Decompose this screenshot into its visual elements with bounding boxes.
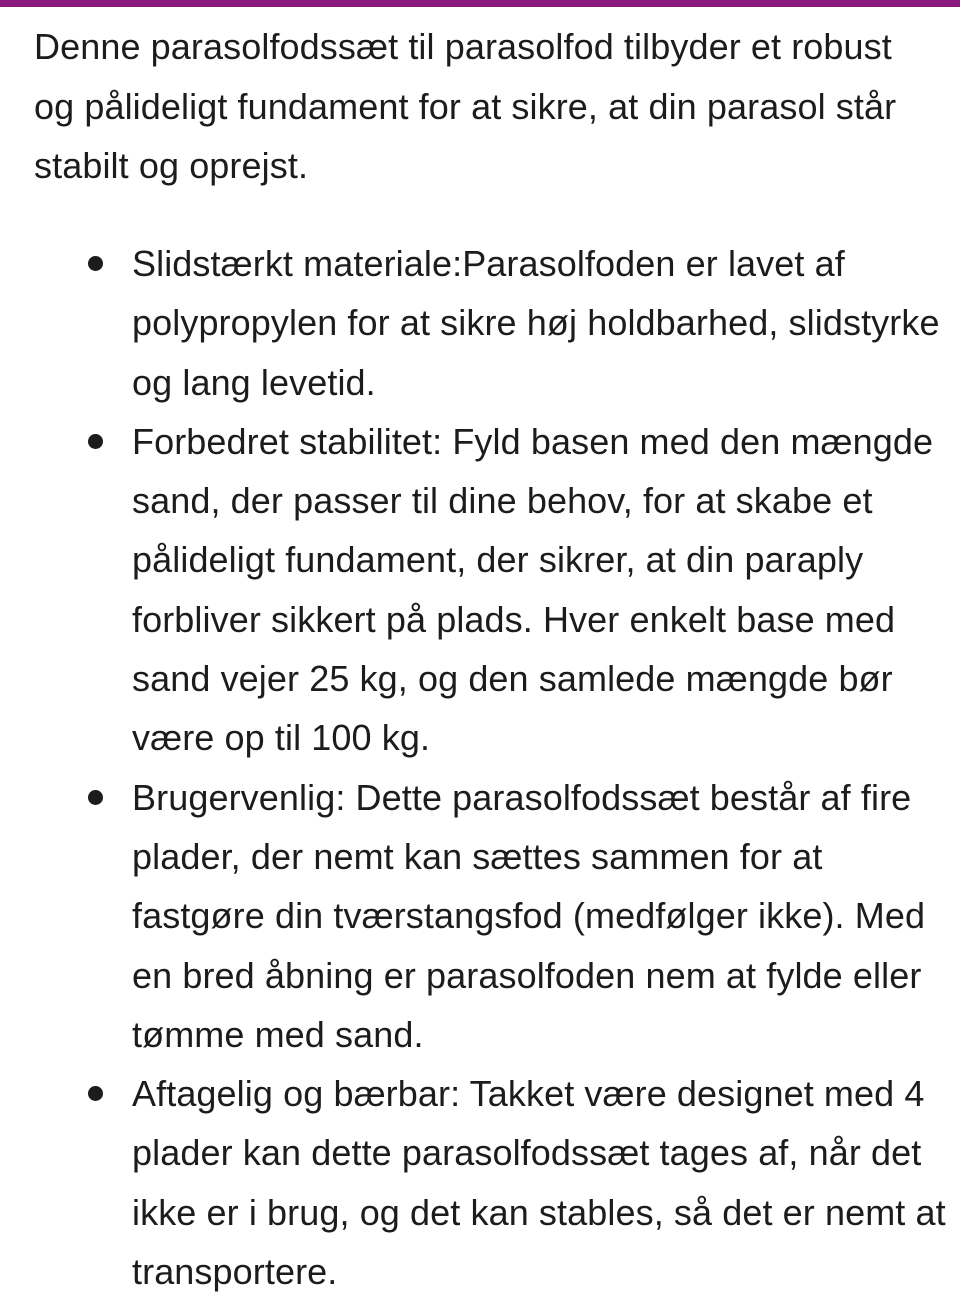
bullet-icon (88, 434, 103, 449)
feature-text: Forbedret stabilitet: Fyld basen med den mængde sand, der passer til dine behov, for at skabe et pålideligt fundament, der sikrer, at din paraply forbliver sikkert på plads. Hver enkelt base med sand vejer 25 kg, og den samlede mængde bør være op til 100 kg. (132, 420, 934, 759)
feature-text: Slidstærkt materiale:Parasolfoden er lavet af polypropylen for at sikre høj holdbarhed, slidstyrke og lang levetid. (132, 243, 940, 403)
feature-item-durable-material (0, 234, 947, 412)
accent-top-bar (0, 0, 960, 7)
intro-paragraph: Denne parasolfodssæt til parasolfod tilbyder et robust og pålideligt fundament for at sikre, at din parasol står stabilt og oprejst. (34, 26, 897, 186)
feature-item-improved-stability (0, 412, 947, 768)
feature-item-removable-portable (0, 1064, 947, 1301)
feature-item-user-friendly (0, 768, 947, 1064)
feature-text: Aftagelig og bærbar: Takket være designet med 4 plader kan dette parasolfodssæt tages af, når det ikke er i brug, og det kan stables, så det er nemt at transportere. (132, 1073, 946, 1293)
feature-list (0, 234, 960, 1301)
bullet-icon (88, 790, 103, 805)
bullet-icon (88, 256, 103, 271)
bullet-icon (88, 1086, 103, 1101)
feature-text: Brugervenlig: Dette parasolfodssæt består af fire plader, der nemt kan sættes sammen for at fastgøre din tværstangsfod (medfølger ikke). Med en bred åbning er parasolfoden nem at fylde eller tømme med sand. (132, 776, 926, 1055)
